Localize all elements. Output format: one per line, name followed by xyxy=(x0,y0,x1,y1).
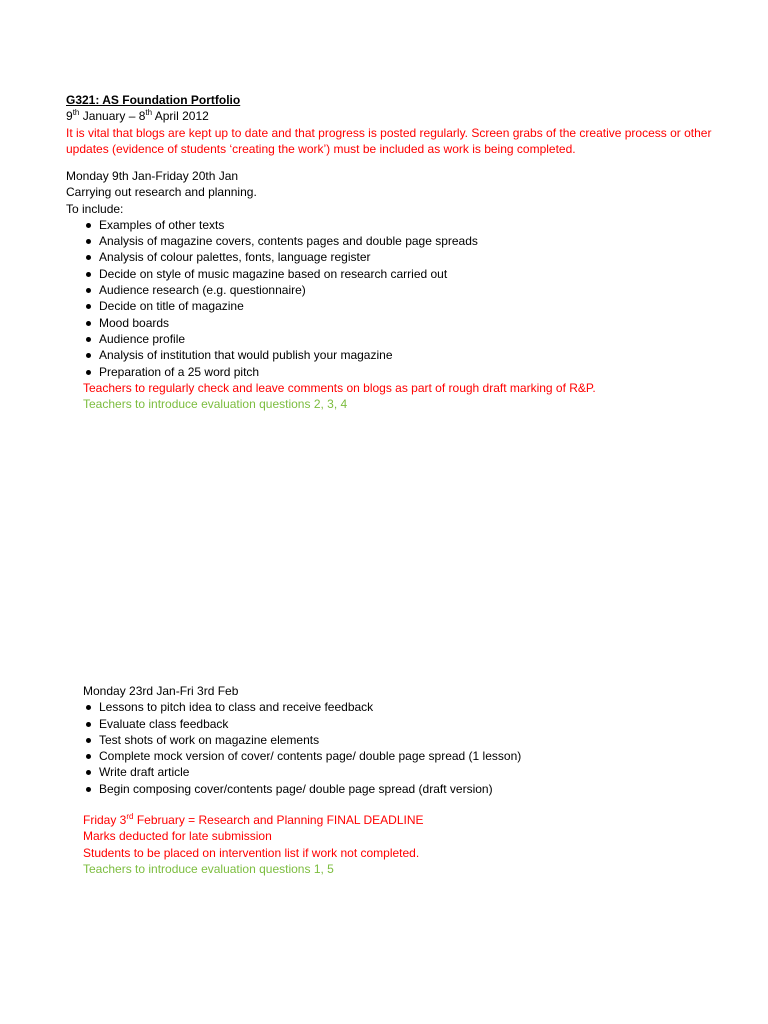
date-start-day: 9 xyxy=(66,109,73,124)
section2-evaluation-note: Teachers to introduce evaluation questions 1, 5 xyxy=(83,861,334,876)
list-item: Preparation of a 25 word pitch xyxy=(83,364,716,380)
section1-include-label: To include: xyxy=(66,201,124,216)
list-item: Decide on title of magazine xyxy=(83,298,716,314)
section1-subheading: Carrying out research and planning. xyxy=(66,185,257,200)
list-item: Complete mock version of cover/ contents page/ double page spread (1 lesson) xyxy=(83,748,733,764)
list-item: Mood boards xyxy=(83,315,716,331)
section-production xyxy=(83,683,733,797)
section2-heading: Monday 23rd Jan-Fri 3rd Feb xyxy=(83,684,239,698)
section1-task-list xyxy=(83,217,716,380)
list-item: Decide on style of music magazine based on research carried out xyxy=(83,266,716,282)
list-item: Analysis of colour palettes, fonts, language register xyxy=(83,249,716,265)
list-item: Evaluate class feedback xyxy=(83,716,733,732)
section1-teacher-note: Teachers to regularly check and leave comments on blogs as part of rough draft marking of R&P. xyxy=(83,380,596,395)
date-end-suffix: th xyxy=(145,108,153,118)
list-item: Audience profile xyxy=(83,331,716,347)
list-item: Begin composing cover/contents page/ double page spread (draft version) xyxy=(83,781,733,797)
late-submission-note: Marks deducted for late submission xyxy=(83,829,272,844)
list-item: Test shots of work on magazine elements xyxy=(83,732,733,748)
section1-heading: Monday 9th Jan-Friday 20th Jan xyxy=(66,169,239,183)
section-research-planning xyxy=(66,168,716,412)
deadline-suffix: rd xyxy=(126,812,134,821)
date-start-rest: January – 8 xyxy=(79,109,146,124)
section2-notes xyxy=(83,812,733,877)
intervention-note: Students to be placed on intervention list if work not completed. xyxy=(83,845,420,860)
document-header xyxy=(66,92,716,157)
list-item: Audience research (e.g. questionnaire) xyxy=(83,282,716,298)
section1-evaluation-note: Teachers to introduce evaluation questions 2, 3, 4 xyxy=(83,397,348,412)
deadline-rest: February = Research and Planning FINAL DEADLINE xyxy=(133,813,424,827)
list-item: Lessons to pitch idea to class and receive feedback xyxy=(83,699,733,715)
list-item: Write draft article xyxy=(83,764,733,780)
list-item: Examples of other texts xyxy=(83,217,716,233)
date-range xyxy=(66,108,716,124)
list-item: Analysis of magazine covers, contents pages and double page spreads xyxy=(83,233,716,249)
deadline-note xyxy=(83,812,733,828)
list-item: Analysis of institution that would publish your magazine xyxy=(83,347,716,363)
intro-warning: It is vital that blogs are kept up to date and that progress is posted regularly. Screen grabs of the creative process or other updates (evidence of students ‘creating the work’) must be included as work is being completed. xyxy=(66,125,712,156)
document-title: G321: AS Foundation Portfolio xyxy=(66,93,241,107)
date-start-suffix: th xyxy=(72,108,80,118)
section2-task-list xyxy=(83,699,733,797)
deadline-prefix: Friday 3 xyxy=(83,813,127,827)
date-end-rest: April 2012 xyxy=(152,109,209,124)
